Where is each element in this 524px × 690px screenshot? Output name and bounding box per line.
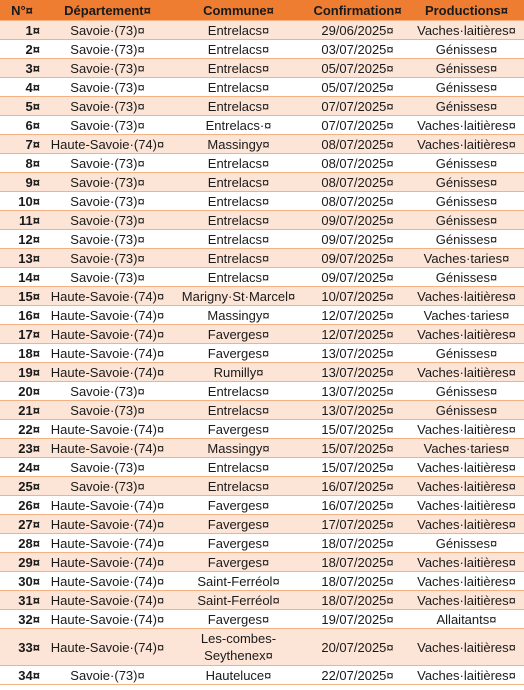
table-row xyxy=(0,553,524,572)
cell-departement: Haute-Savoie·(74)¤ xyxy=(44,135,171,154)
header-commune: Commune¤ xyxy=(171,0,306,21)
cell-departement: Savoie·(73)¤ xyxy=(44,192,171,211)
cell-confirmation: 16/07/2025¤ xyxy=(306,477,409,496)
table-row xyxy=(0,40,524,59)
cell-departement: Savoie·(73)¤ xyxy=(44,116,171,135)
cell-production: Génisses¤ xyxy=(409,192,524,211)
cell-commune: Entrelacs¤ xyxy=(171,59,306,78)
table-row xyxy=(0,496,524,515)
cell-num: 18¤ xyxy=(0,344,44,363)
cell-num: 8¤ xyxy=(0,154,44,173)
cell-num: 17¤ xyxy=(0,325,44,344)
cell-production: Vaches·laitières¤ xyxy=(409,666,524,685)
cell-departement: Savoie·(73)¤ xyxy=(44,382,171,401)
cell-confirmation: 10/07/2025¤ xyxy=(306,287,409,306)
cell-confirmation: 07/07/2025¤ xyxy=(306,97,409,116)
table-row xyxy=(0,59,524,78)
table-row xyxy=(0,439,524,458)
table-row xyxy=(0,344,524,363)
cell-commune: Entrelacs¤ xyxy=(171,458,306,477)
table-row xyxy=(0,458,524,477)
cell-confirmation: 08/07/2025¤ xyxy=(306,173,409,192)
table-row xyxy=(0,610,524,629)
cell-num: 34¤ xyxy=(0,666,44,685)
cell-num: 6¤ xyxy=(0,116,44,135)
cell-commune: Entrelacs¤ xyxy=(171,40,306,59)
cell-departement: Savoie·(73)¤ xyxy=(44,40,171,59)
cell-commune: Faverges¤ xyxy=(171,420,306,439)
cell-production: Vaches·laitières¤ xyxy=(409,496,524,515)
cell-num: 5¤ xyxy=(0,97,44,116)
table-row xyxy=(0,192,524,211)
cell-commune: Les-combes-Seythenex¤ xyxy=(171,629,306,666)
table-row xyxy=(0,97,524,116)
table-row xyxy=(0,306,524,325)
table-row xyxy=(0,230,524,249)
cell-num: 23¤ xyxy=(0,439,44,458)
cell-num: 27¤ xyxy=(0,515,44,534)
cell-confirmation: 08/07/2025¤ xyxy=(306,135,409,154)
cell-commune: Saint-Ferréol¤ xyxy=(171,591,306,610)
cell-production: Génisses¤ xyxy=(409,230,524,249)
header-confirmation: Confirmation¤ xyxy=(306,0,409,21)
header-num: N°¤ xyxy=(0,0,44,21)
cell-production: Vaches·laitières¤ xyxy=(409,515,524,534)
cell-commune: Entrelacs¤ xyxy=(171,78,306,97)
cell-production: Génisses¤ xyxy=(409,154,524,173)
cell-departement: Haute-Savoie·(74)¤ xyxy=(44,591,171,610)
cell-production: Vaches·laitières¤ xyxy=(409,21,524,40)
cell-departement: Haute-Savoie·(74)¤ xyxy=(44,363,171,382)
cell-production: Génisses¤ xyxy=(409,78,524,97)
cell-departement: Haute-Savoie·(74)¤ xyxy=(44,572,171,591)
cell-num: 11¤ xyxy=(0,211,44,230)
cell-confirmation: 17/07/2025¤ xyxy=(306,515,409,534)
cell-departement: Haute-Savoie·(74)¤ xyxy=(44,287,171,306)
cell-confirmation: 15/07/2025¤ xyxy=(306,458,409,477)
cell-production: Vaches·laitières¤ xyxy=(409,325,524,344)
table-row xyxy=(0,135,524,154)
cell-confirmation: 18/07/2025¤ xyxy=(306,534,409,553)
cell-confirmation: 08/07/2025¤ xyxy=(306,192,409,211)
cell-departement: Haute-Savoie·(74)¤ xyxy=(44,553,171,572)
cell-production: Vaches·laitières¤ xyxy=(409,591,524,610)
cell-num: 15¤ xyxy=(0,287,44,306)
cell-confirmation: 09/07/2025¤ xyxy=(306,230,409,249)
cell-commune: Hauteluce¤ xyxy=(171,666,306,685)
table-row xyxy=(0,666,524,685)
cell-commune: Saint-Ferréol¤ xyxy=(171,572,306,591)
cell-commune: Entrelacs¤ xyxy=(171,192,306,211)
cell-production: Génisses¤ xyxy=(409,268,524,287)
cell-production: Génisses¤ xyxy=(409,382,524,401)
cell-num: 25¤ xyxy=(0,477,44,496)
cell-confirmation: 03/07/2025¤ xyxy=(306,40,409,59)
cell-num: 13¤ xyxy=(0,249,44,268)
cell-num: 29¤ xyxy=(0,553,44,572)
cell-confirmation: 13/07/2025¤ xyxy=(306,344,409,363)
cell-production: Génisses¤ xyxy=(409,97,524,116)
cell-num: 14¤ xyxy=(0,268,44,287)
cell-production: Vaches·laitières¤ xyxy=(409,572,524,591)
cell-departement: Savoie·(73)¤ xyxy=(44,154,171,173)
cell-commune: Entrelacs¤ xyxy=(171,21,306,40)
cell-departement: Haute-Savoie·(74)¤ xyxy=(44,306,171,325)
cell-commune: Faverges¤ xyxy=(171,610,306,629)
cell-departement: Savoie·(73)¤ xyxy=(44,59,171,78)
cell-num: 19¤ xyxy=(0,363,44,382)
cell-departement: Haute-Savoie·(74)¤ xyxy=(44,439,171,458)
cell-confirmation: 19/07/2025¤ xyxy=(306,610,409,629)
cell-confirmation: 20/07/2025¤ xyxy=(306,629,409,666)
cell-num: 2¤ xyxy=(0,40,44,59)
cell-commune: Entrelacs¤ xyxy=(171,173,306,192)
cell-num: 22¤ xyxy=(0,420,44,439)
cell-production: Vaches·taries¤ xyxy=(409,249,524,268)
cell-commune: Entrelacs¤ xyxy=(171,249,306,268)
cell-num: 9¤ xyxy=(0,173,44,192)
cell-num: 1¤ xyxy=(0,21,44,40)
cell-num: 20¤ xyxy=(0,382,44,401)
cell-num: 21¤ xyxy=(0,401,44,420)
cell-num: 32¤ xyxy=(0,610,44,629)
cell-confirmation: 09/07/2025¤ xyxy=(306,249,409,268)
cell-departement: Savoie·(73)¤ xyxy=(44,477,171,496)
cell-departement: Savoie·(73)¤ xyxy=(44,268,171,287)
cell-production: Génisses¤ xyxy=(409,401,524,420)
header-departement: Département¤ xyxy=(44,0,171,21)
cell-confirmation: 13/07/2025¤ xyxy=(306,382,409,401)
cell-confirmation: 13/07/2025¤ xyxy=(306,363,409,382)
cell-commune: Entrelacs·¤ xyxy=(171,116,306,135)
cell-num: 12¤ xyxy=(0,230,44,249)
cell-production: Vaches·laitières¤ xyxy=(409,553,524,572)
table-row xyxy=(0,287,524,306)
table-row xyxy=(0,363,524,382)
cell-commune: Rumilly¤ xyxy=(171,363,306,382)
cell-commune: Faverges¤ xyxy=(171,553,306,572)
cell-commune: Entrelacs¤ xyxy=(171,211,306,230)
cell-confirmation: 05/07/2025¤ xyxy=(306,78,409,97)
cell-departement: Savoie·(73)¤ xyxy=(44,97,171,116)
cell-num: 33¤ xyxy=(0,629,44,666)
table-row xyxy=(0,249,524,268)
cell-confirmation: 12/07/2025¤ xyxy=(306,306,409,325)
cell-production: Vaches·laitières¤ xyxy=(409,629,524,666)
cell-production: Vaches·laitières¤ xyxy=(409,458,524,477)
cell-production: Allaitants¤ xyxy=(409,610,524,629)
cell-departement: Savoie·(73)¤ xyxy=(44,173,171,192)
cell-commune: Faverges¤ xyxy=(171,325,306,344)
table-row xyxy=(0,572,524,591)
cell-num: 28¤ xyxy=(0,534,44,553)
cell-production: Vaches·laitières¤ xyxy=(409,363,524,382)
cell-departement: Haute-Savoie·(74)¤ xyxy=(44,534,171,553)
cell-commune: Entrelacs¤ xyxy=(171,230,306,249)
cell-num: 31¤ xyxy=(0,591,44,610)
cell-production: Vaches·laitières¤ xyxy=(409,477,524,496)
cell-departement: Haute-Savoie·(74)¤ xyxy=(44,325,171,344)
cell-num: 30¤ xyxy=(0,572,44,591)
cell-departement: Haute-Savoie·(74)¤ xyxy=(44,629,171,666)
cell-confirmation: 12/07/2025¤ xyxy=(306,325,409,344)
cell-confirmation: 29/06/2025¤ xyxy=(306,21,409,40)
cell-production: Génisses¤ xyxy=(409,40,524,59)
table-row xyxy=(0,173,524,192)
cell-production: Vaches·laitières¤ xyxy=(409,135,524,154)
cell-commune: Massingy¤ xyxy=(171,439,306,458)
cell-num: 7¤ xyxy=(0,135,44,154)
cell-departement: Haute-Savoie·(74)¤ xyxy=(44,496,171,515)
cell-commune: Faverges¤ xyxy=(171,515,306,534)
cell-production: Génisses¤ xyxy=(409,344,524,363)
cell-num: 16¤ xyxy=(0,306,44,325)
cell-confirmation: 05/07/2025¤ xyxy=(306,59,409,78)
cell-commune: Entrelacs¤ xyxy=(171,268,306,287)
cell-production: Vaches·taries¤ xyxy=(409,306,524,325)
cell-commune: Faverges¤ xyxy=(171,496,306,515)
table-row xyxy=(0,325,524,344)
table-row xyxy=(0,591,524,610)
table-header xyxy=(0,0,524,21)
cell-confirmation: 08/07/2025¤ xyxy=(306,154,409,173)
cell-confirmation: 13/07/2025¤ xyxy=(306,401,409,420)
cell-commune: Massingy¤ xyxy=(171,135,306,154)
table-row xyxy=(0,629,524,666)
cell-production: Vaches·taries¤ xyxy=(409,439,524,458)
header-productions: Productions¤ xyxy=(409,0,524,21)
cell-departement: Savoie·(73)¤ xyxy=(44,666,171,685)
cell-departement: Haute-Savoie·(74)¤ xyxy=(44,515,171,534)
cell-departement: Savoie·(73)¤ xyxy=(44,249,171,268)
cell-commune: Faverges¤ xyxy=(171,344,306,363)
cell-confirmation: 18/07/2025¤ xyxy=(306,553,409,572)
cell-departement: Savoie·(73)¤ xyxy=(44,230,171,249)
cell-departement: Savoie·(73)¤ xyxy=(44,401,171,420)
table-row xyxy=(0,382,524,401)
table-row xyxy=(0,515,524,534)
cell-departement: Savoie·(73)¤ xyxy=(44,21,171,40)
cell-confirmation: 18/07/2025¤ xyxy=(306,572,409,591)
cell-confirmation: 16/07/2025¤ xyxy=(306,496,409,515)
table-row xyxy=(0,477,524,496)
cell-num: 26¤ xyxy=(0,496,44,515)
cell-departement: Haute-Savoie·(74)¤ xyxy=(44,610,171,629)
cell-commune: Entrelacs¤ xyxy=(171,401,306,420)
cell-commune: Entrelacs¤ xyxy=(171,477,306,496)
cell-confirmation: 15/07/2025¤ xyxy=(306,439,409,458)
cell-confirmation: 09/07/2025¤ xyxy=(306,211,409,230)
cell-confirmation: 09/07/2025¤ xyxy=(306,268,409,287)
table-row xyxy=(0,401,524,420)
cell-production: Génisses¤ xyxy=(409,534,524,553)
cell-commune: Massingy¤ xyxy=(171,306,306,325)
cell-num: 4¤ xyxy=(0,78,44,97)
table-row xyxy=(0,268,524,287)
table-row xyxy=(0,21,524,40)
cell-commune: Faverges¤ xyxy=(171,534,306,553)
header-row xyxy=(0,0,524,21)
cell-confirmation: 15/07/2025¤ xyxy=(306,420,409,439)
cell-commune: Entrelacs¤ xyxy=(171,97,306,116)
table-row xyxy=(0,78,524,97)
cell-production: Vaches·laitières¤ xyxy=(409,420,524,439)
cell-departement: Haute-Savoie·(74)¤ xyxy=(44,420,171,439)
cell-departement: Haute-Savoie·(74)¤ xyxy=(44,344,171,363)
cell-commune: Marigny·St·Marcel¤ xyxy=(171,287,306,306)
table-row xyxy=(0,154,524,173)
table-row xyxy=(0,420,524,439)
table-row xyxy=(0,534,524,553)
cell-production: Génisses¤ xyxy=(409,59,524,78)
cell-commune: Entrelacs¤ xyxy=(171,382,306,401)
cell-departement: Savoie·(73)¤ xyxy=(44,211,171,230)
cell-departement: Savoie·(73)¤ xyxy=(44,78,171,97)
table-row xyxy=(0,116,524,135)
cell-production: Vaches·laitières¤ xyxy=(409,116,524,135)
cell-confirmation: 07/07/2025¤ xyxy=(306,116,409,135)
table-body xyxy=(0,21,524,685)
cell-confirmation: 18/07/2025¤ xyxy=(306,591,409,610)
cell-production: Vaches·laitières¤ xyxy=(409,287,524,306)
cell-commune: Entrelacs¤ xyxy=(171,154,306,173)
cell-departement: Savoie·(73)¤ xyxy=(44,458,171,477)
cell-production: Génisses¤ xyxy=(409,211,524,230)
cell-production: Génisses¤ xyxy=(409,173,524,192)
cell-num: 10¤ xyxy=(0,192,44,211)
cell-confirmation: 22/07/2025¤ xyxy=(306,666,409,685)
cell-num: 3¤ xyxy=(0,59,44,78)
table-row xyxy=(0,211,524,230)
cell-num: 24¤ xyxy=(0,458,44,477)
